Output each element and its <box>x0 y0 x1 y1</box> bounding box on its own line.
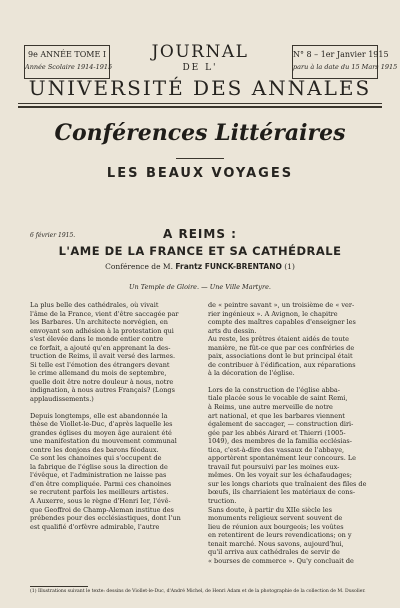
text-line: s'est élevée dans le monde entier contre <box>30 335 164 344</box>
masthead-rule-thick <box>18 106 382 108</box>
text-line: apportèrent spontanément leur concours. Le <box>208 454 356 463</box>
text-line: compte des maîtres capables d'enseigner les <box>208 318 356 327</box>
text-line: La plus belle des cathédrales, où vivait <box>30 301 159 309</box>
text-line: tenait marché. Nous savons, aujourd'hui, <box>208 539 344 548</box>
text-line: rier ingénieux ». A Avignon, le chapitre <box>208 309 338 318</box>
text-line: tica, c'est-à-dire des vassaux de l'abbaye, <box>208 445 345 454</box>
text-line: la fabrique de l'église sous la direction de <box>30 462 168 471</box>
text-line: Sans doute, à partir du XIIe siècle les <box>208 505 332 514</box>
series-divider <box>176 158 224 159</box>
issue-date-line: paru à la date du 15 Mars 1915 <box>293 63 398 71</box>
speaker-prefix: Conférence de M. <box>105 262 173 271</box>
text-line: tiale placée sous le vocable de saint Remi, <box>208 394 348 403</box>
paragraph-gap <box>30 404 195 412</box>
text-line: Ce sont les chanoines qui s'occupent de <box>30 454 162 463</box>
text-line: grandes églises du moyen âge auraient été <box>30 428 172 437</box>
text-line: truction. <box>208 497 237 506</box>
school-year-line: Année Scolaire 1914-1915 <box>25 63 113 71</box>
right-text-column <box>208 301 373 606</box>
text-line: contre les donjons des barons féodaux. <box>30 445 159 454</box>
footnote-ref: (1) <box>284 262 295 271</box>
text-line: à Reims, une autre merveille de notre <box>208 403 333 412</box>
text-line: qu'il arriva aux cathédrales de servir de <box>208 548 340 557</box>
text-line: manière, ne fût-ce que par ces confréries de <box>208 343 355 352</box>
masthead-rule <box>18 103 382 104</box>
text-line: « bourses de commerce ». Qu'y concluait de <box>208 556 354 565</box>
text-line: sur les longs chariots que traînaient des files de <box>208 479 367 488</box>
text-line: A Auxerre, sous le règne d'Henri Ier, l'évê- <box>30 497 171 506</box>
text-line: envoyant son adhésion à la protestation qui <box>30 326 174 335</box>
speaker-name: Frantz FUNCK-BRENTANO <box>175 262 282 271</box>
text-line: thèse de Viollet-le-Duc, d'après laquelle les <box>30 420 173 429</box>
text-line: de « peintre savant », un troisième de « ver- <box>208 301 355 309</box>
speaker-line <box>0 262 400 271</box>
text-line: truction de Reims, il avait versé des larmes. <box>30 352 176 361</box>
text-line: le crime allemand du mois de septembre, <box>30 369 167 378</box>
text-line: 1049), des membres de la familia ecclésias- <box>208 437 352 446</box>
text-line: l'évêque, et l'administration ne laisse pas <box>30 471 167 480</box>
text-line: une manifestation du mouvement communal <box>30 437 177 446</box>
footnote: (1) Illustrations suivant le texte: dessins de Viollet-le-Duc, d'André Michel, de Henri Adam et de la photographie de la collection de M. Dusolier. <box>30 589 366 594</box>
lecture-date: 6 février 1915. <box>30 232 76 239</box>
text-line: à la décoration de l'église. <box>208 369 295 378</box>
text-line: art national, et que les barbares viennent <box>208 411 345 420</box>
text-line: monuments religieux servent souvent de <box>208 514 343 523</box>
text-line: applaudissements.) <box>30 395 94 404</box>
masthead-de: DE L' <box>182 63 218 73</box>
issue-info-box <box>292 45 398 79</box>
article-title-line1: A REIMS : <box>163 227 237 241</box>
text-line: d'en être compliquée. Parmi ces chanoines <box>30 479 172 488</box>
issue-number-line: N° 8 – 1er Janvier 1915 <box>293 50 389 59</box>
volume-info-box <box>24 45 113 79</box>
text-line: se recrutent parfois les meilleurs artistes. <box>30 488 169 497</box>
paragraph-gap <box>208 378 373 386</box>
text-line: en retentirent de leurs revendications; on y <box>208 531 352 540</box>
footnote-divider <box>30 586 88 587</box>
text-line: arts du dessin. <box>208 326 257 335</box>
text-line: l'âme de la France, vient d'être saccagée par <box>30 309 179 318</box>
text-line: également de saccager, — construction diri- <box>208 420 354 429</box>
text-line: bœufs, ils charriaient les matériaux de cons- <box>208 488 356 497</box>
article-subtitle: Un Temple de Gloire. — Une Ville Martyre. <box>129 283 271 291</box>
text-line: indignation, à nous autres Français? (Longs <box>30 386 175 395</box>
volume-line: 9e ANNÉE TOME I <box>28 50 106 59</box>
text-line: est qualifié d'orfèvre admirable, l'autre <box>30 522 160 531</box>
text-line: paix, associations dont le but principal était <box>208 352 353 361</box>
text-line: que Geoffroi de Champ-Aleman institue des <box>30 505 174 514</box>
text-line: de contribuer à l'édification, aux réparations <box>208 360 356 369</box>
text-line: prébendes pour des ecclésiastiques, dont l'un <box>30 514 181 523</box>
masthead-universite: UNIVERSITÉ DES ANNALES <box>28 76 372 100</box>
text-line: Depuis longtemps, elle est abandonnée la <box>30 411 168 420</box>
text-line: quelle doit être notre douleur à nous, notre <box>30 377 174 386</box>
text-line: Au reste, les prêtres étaient aidés de toute <box>208 335 349 344</box>
text-line: gée par les abbés Airard et Thierri (1005- <box>208 428 346 437</box>
text-line: lieu de réunion aux bourgeois; les voûtes <box>208 522 344 531</box>
series-title: Conférences Littéraires <box>54 120 346 146</box>
section-title: LES BEAUX VOYAGES <box>106 166 294 181</box>
text-line: ce forfait, a ajouté qu'en apprenant la des- <box>30 343 171 352</box>
text-line: Lors de la construction de l'église abba- <box>208 385 340 394</box>
masthead-journal: JOURNAL <box>151 42 249 62</box>
text-line: mêmes. On les voyait sur les échafaudages; <box>208 471 352 480</box>
text-line: Si telle est l'émotion des étrangers devant <box>30 360 170 369</box>
text-line: les Barbares. Un architecte norvégien, en <box>30 318 168 327</box>
text-line: travail fut poursuivi par les moines eux- <box>208 462 340 471</box>
article-title-line2: L'AME DE LA FRANCE ET SA CATHÉDRALE <box>58 244 342 258</box>
